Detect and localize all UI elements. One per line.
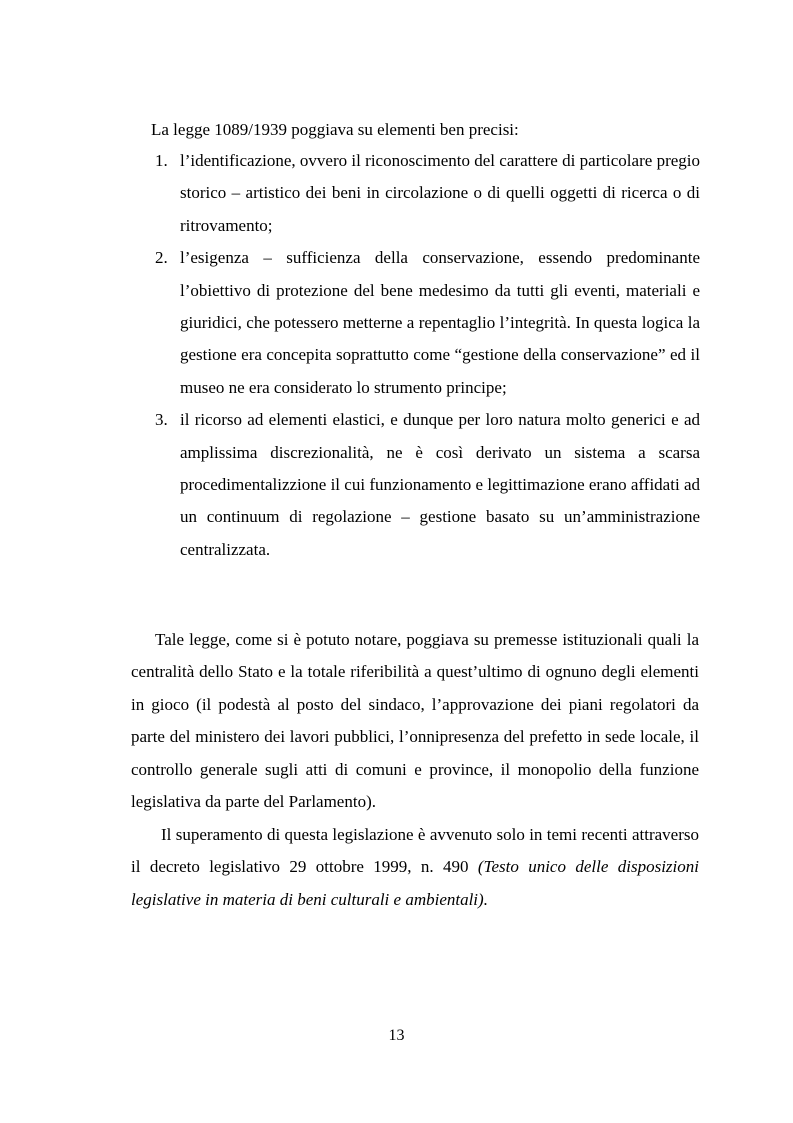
numbered-list (155, 145, 700, 566)
list-item-number: 3. (155, 410, 168, 430)
list-item-text: l’identificazione, ovvero il riconoscimento del carattere di particolare pregio storico – artistico dei beni in circolazione o di quelli oggetti di ricerca o di ritrovamento; (180, 151, 700, 235)
list-item (155, 404, 700, 566)
italic-citation: (Testo unico delle disposizioni legislative in materia di beni culturali e ambientali). (131, 857, 699, 909)
page-number: 13 (388, 1027, 405, 1044)
paragraph-text: Il superamento di questa legislazione è avvenuto solo in temi recenti attraverso il decreto legislativo 29 ottobre 1999, n. 490 (131, 825, 699, 877)
list-intro: La legge 1089/1939 poggiava su elementi ben precisi: (151, 120, 519, 139)
list-item-text: il ricorso ad elementi elastici, e dunque per loro natura molto generici e ad amplissima discrezionalità, ne è così derivato un sistema a scarsa procedimentalizzione il cui funzionamento e legittimazione erano affidati ad un continuum di regolazione – gestione basato su un’amministrazione centralizzata. (180, 410, 700, 559)
list-item-text: l’esigenza – sufficienza della conservazione, essendo predominante l’obiettivo di protezione del bene medesimo da tutti gli eventi, materiali e giuridici, che potessero metterne a repentaglio l’integrità. In questa logica la gestione era concepita soprattutto come “gestione della conservazione” ed il museo ne era considerato lo strumento principe; (180, 248, 700, 397)
list-item (155, 242, 700, 404)
list-item-number: 1. (155, 151, 168, 170)
list-item (155, 145, 700, 242)
body-paragraph: Tale legge, come si è potuto notare, poggiava su premesse istituzionali quali la centralità dello Stato e la totale riferibilità a quest’ultimo di ognuno degli elementi in gioco (il podestà al posto del sindaco, l’approvazione dei piani regolatori da parte del ministero dei lavori pubblici, l’onnipresenza del prefetto in sede locale, il controllo generale sugli atti di comuni e province, il monopolio della funzione legislativa da parte del Parlamento). (131, 630, 699, 812)
list-item-number: 2. (155, 248, 168, 268)
body-paragraph (131, 819, 699, 916)
